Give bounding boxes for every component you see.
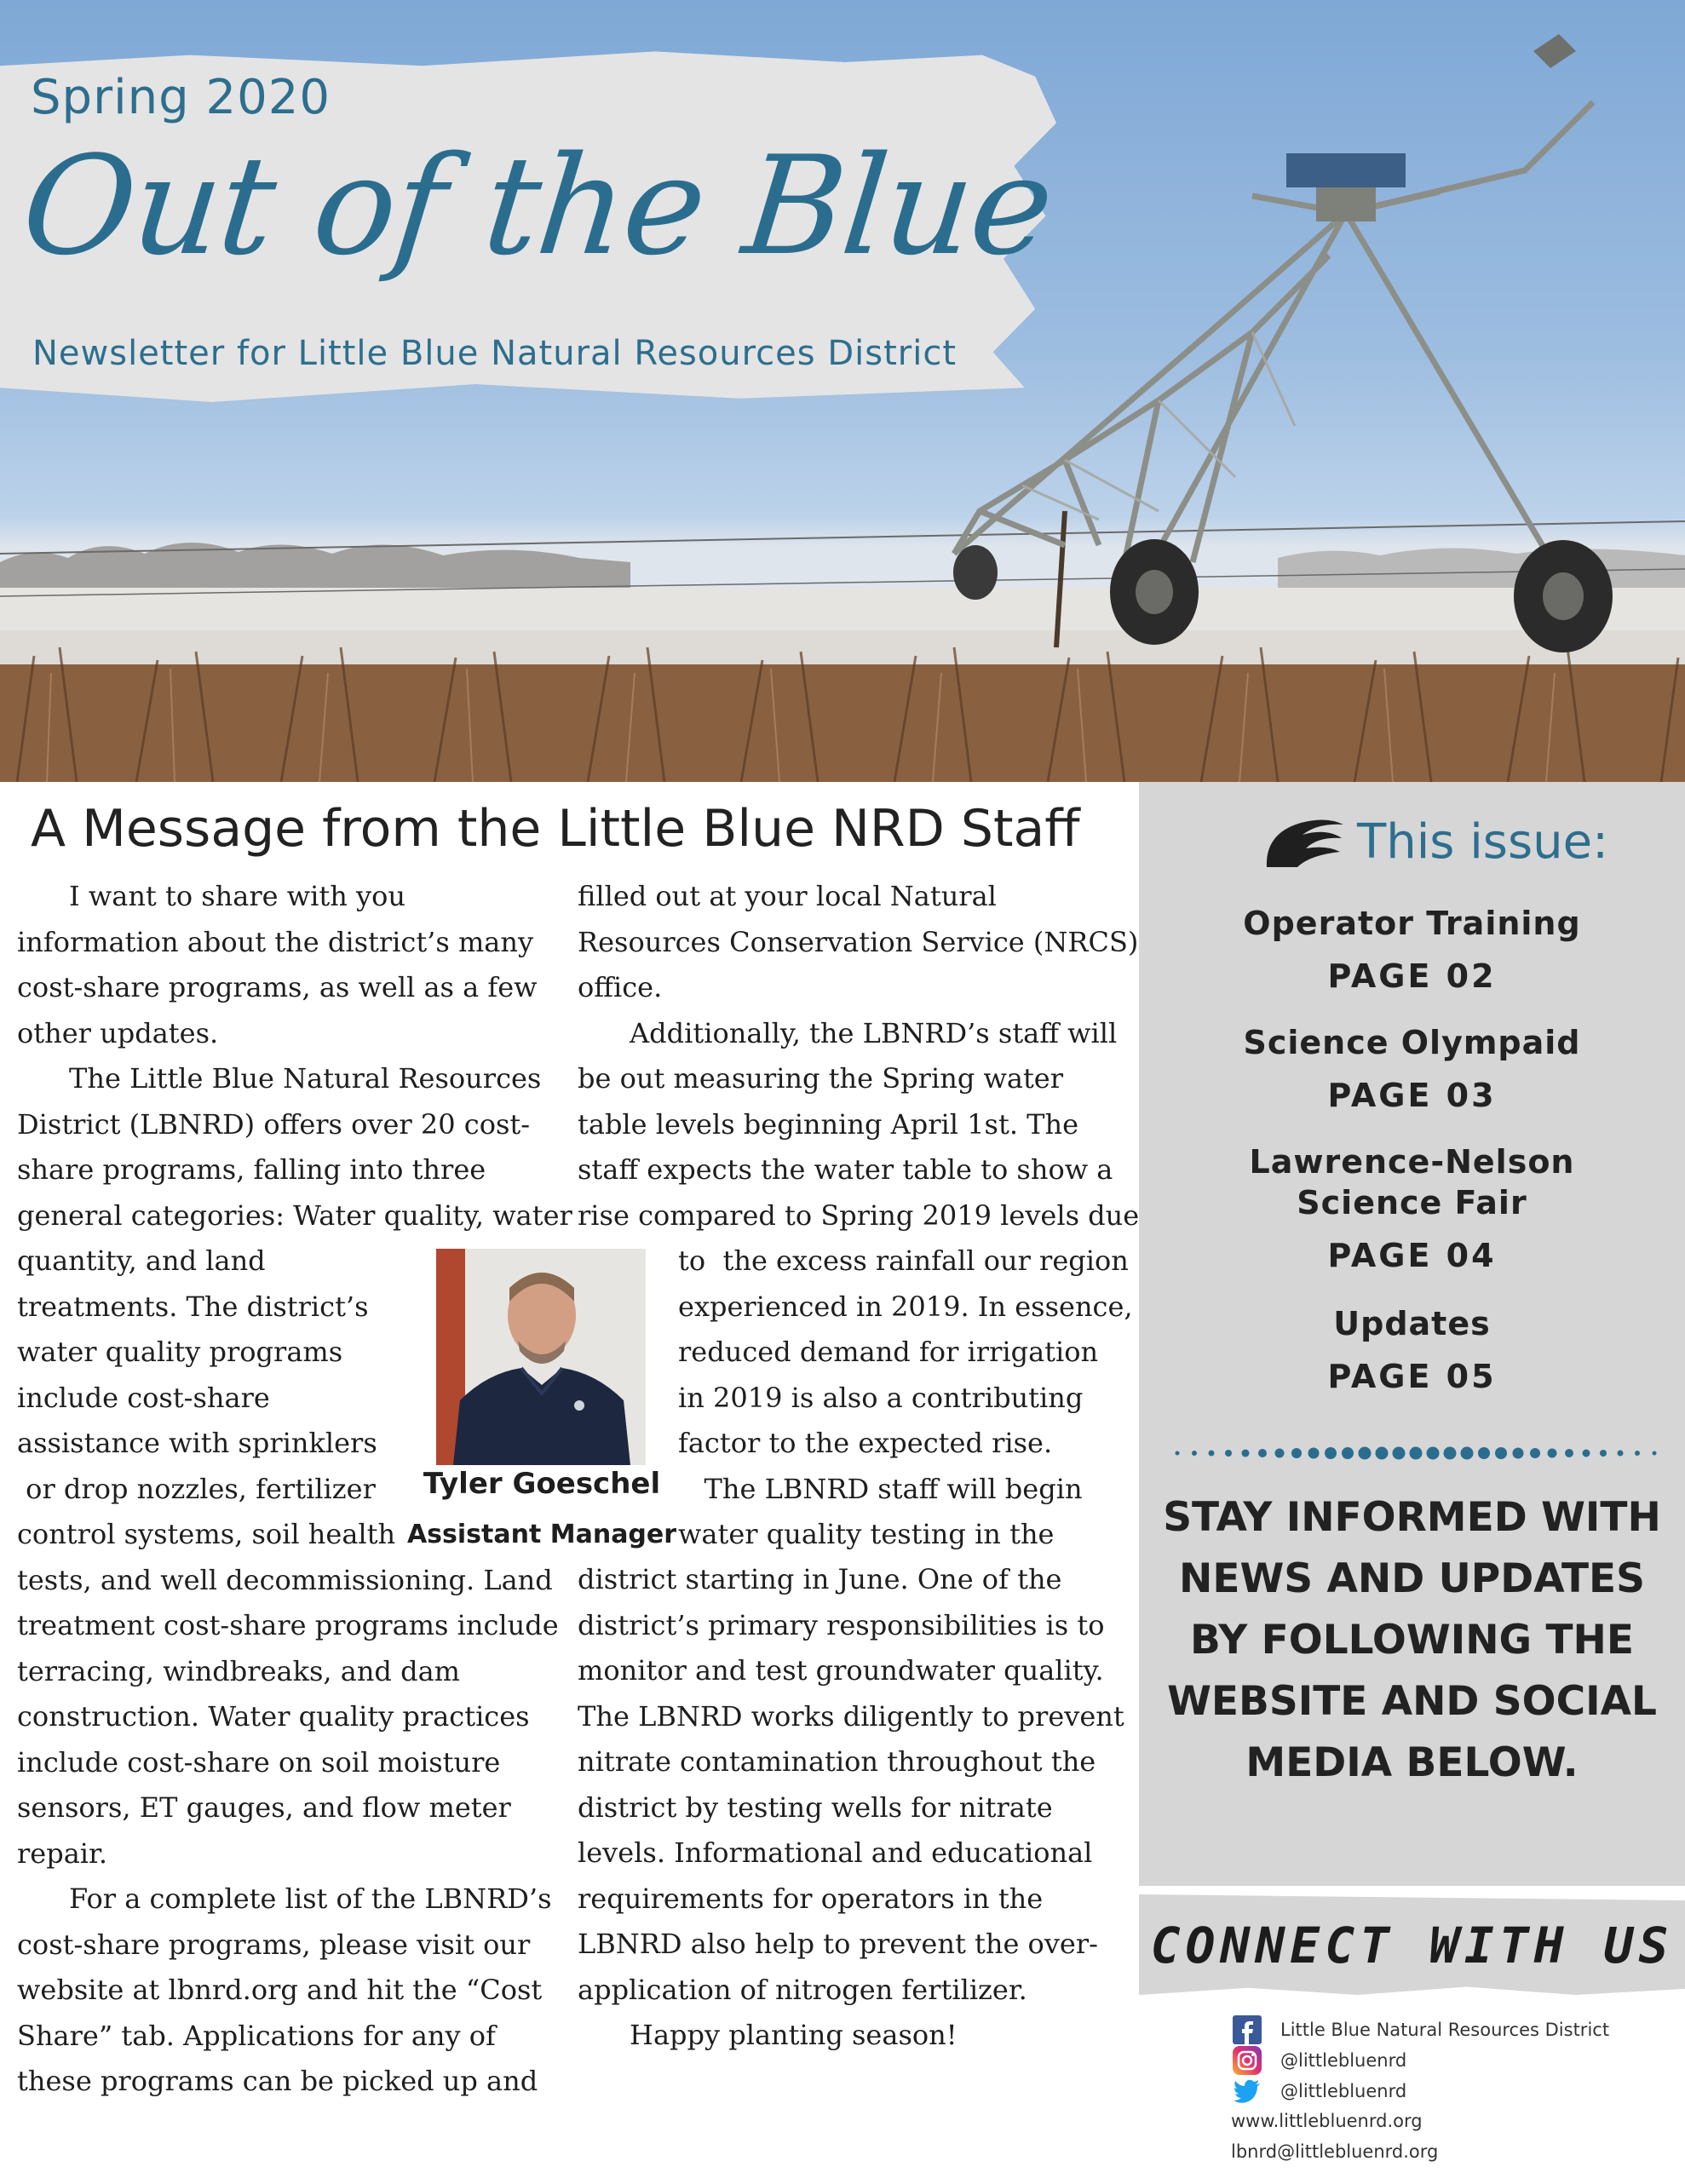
article-line: general categories: Water quality, water (17, 1198, 572, 1232)
cover-photo (0, 0, 1685, 782)
this-issue-heading (1258, 808, 1608, 876)
article-line: levels. Informational and educational (578, 1836, 1093, 1869)
article-line: Happy planting season! (578, 2019, 958, 2051)
article-line: or drop nozzles, fertilizer (17, 1472, 376, 1505)
toc-item-title[interactable]: Updates (1333, 1305, 1491, 1342)
article-line: requirements for operators in the (578, 1882, 1044, 1915)
social-facebook[interactable] (1233, 2015, 1609, 2044)
article-line: quantity, and land (17, 1244, 266, 1277)
article-line: in 2019 is also a contributing (678, 1381, 1084, 1414)
article-line: nitrate contamination throughout the (578, 1745, 1096, 1778)
article-line: For a complete list of the LBNRD’s (17, 1882, 552, 1915)
article-line: application of nitrogen fertilizer. (578, 1973, 1027, 2006)
wave-logo-icon (1258, 808, 1352, 876)
article-line: office. (578, 971, 663, 1003)
article-line: LBNRD also help to prevent the over- (578, 1928, 1098, 1960)
article-line: assistance with sprinklers (17, 1427, 377, 1459)
article-line: water quality testing in the (678, 1518, 1055, 1550)
article-line: filled out at your local Natural (578, 880, 997, 912)
email-link[interactable] (1231, 2141, 1438, 2162)
staff-portrait-photo (436, 1249, 646, 1465)
article-line: Share” tab. Applications for any of (17, 2019, 496, 2052)
dotted-divider (1173, 1445, 1667, 1462)
twitter-icon (1233, 2077, 1262, 2106)
article-line: rise compared to Spring 2019 levels due (578, 1198, 1140, 1232)
article-line: reduced demand for irrigation (678, 1336, 1099, 1368)
social-label[interactable]: @littlebluenrd (1280, 2050, 1407, 2071)
article-line: Resources Conservation Service (NRCS) (578, 925, 1139, 958)
article-headline: A Message from the Little Blue NRD Staff (31, 799, 1080, 859)
article-line: construction. Water quality practices (17, 1700, 530, 1733)
article-line: repair. (17, 1836, 107, 1870)
newsletter-subtitle: Newsletter for Little Blue Natural Resources District (32, 334, 958, 373)
article-line: be out measuring the Spring water (578, 1062, 1064, 1095)
photo-caption-name: Tyler Goeschel (423, 1467, 661, 1501)
social-instagram[interactable] (1233, 2046, 1406, 2075)
article-line: The LBNRD works diligently to prevent (578, 1699, 1124, 1733)
instagram-icon (1233, 2046, 1262, 2075)
article-line: cost-share programs, please visit our (17, 1928, 531, 1961)
connect-with-us-heading: CONNECT WITH US (1150, 1917, 1674, 1974)
article-line: The LBNRD staff will begin (678, 1472, 1083, 1505)
article-line: cost-share programs, as well as a few (17, 971, 538, 1003)
email-address[interactable]: lbnrd@littlebluenrd.org (1231, 2141, 1439, 2162)
article-line: district by testing wells for nitrate (578, 1790, 1053, 1824)
article-line: information about the district’s many (17, 925, 534, 958)
article-line: water quality programs (17, 1336, 343, 1368)
article-line: The Little Blue Natural Resources (17, 1062, 542, 1095)
article-right-column-top (578, 874, 1139, 1239)
article-line: staff expects the water table to show a (578, 1153, 1113, 1186)
article-line: tests, and well decommissioning. Land (17, 1563, 553, 1596)
sidebar (1139, 782, 1685, 2181)
article-line: table levels beginning April 1st. The (578, 1107, 1079, 1141)
article-line: include cost-share on soil moisture (17, 1745, 501, 1779)
article-line: treatment cost-share programs include (17, 1609, 559, 1641)
article-right-column-wrap (678, 1239, 1133, 1558)
article-right-column-bottom (578, 1557, 1124, 2059)
photo-caption-title: Assistant Manager (406, 1520, 677, 1549)
website-link[interactable] (1231, 2111, 1423, 2131)
article-line: monitor and test groundwater quality. (578, 1654, 1104, 1687)
this-issue-label: This issue: (1357, 813, 1608, 870)
article-line: district’s primary responsibilities is to (578, 1608, 1105, 1641)
toc-item-page[interactable]: PAGE 05 (1327, 1358, 1497, 1395)
article-line: treatments. The district’s (17, 1290, 369, 1323)
article-line: District (LBNRD) offers over 20 cost- (17, 1107, 531, 1141)
article-line: these programs can be picked up and (17, 2065, 538, 2097)
issue-date: Spring 2020 (31, 70, 331, 125)
article-line: district starting in June. One of the (578, 1563, 1062, 1595)
article-line: sensors, ET gauges, and flow meter (17, 1791, 511, 1824)
social-label[interactable]: @littlebluenrd (1280, 2081, 1407, 2101)
social-label[interactable]: Little Blue Natural Resources District (1280, 2020, 1610, 2040)
article-line: share programs, falling into three (17, 1153, 486, 1186)
facebook-icon (1233, 2015, 1262, 2044)
website-url[interactable]: www.littlebluenrd.org (1231, 2111, 1423, 2131)
social-twitter[interactable] (1233, 2077, 1406, 2106)
newsletter-title: Out of the Blue (15, 126, 1059, 285)
toc-item-title[interactable]: Operator Training (1243, 905, 1581, 942)
article-line: include cost-share (17, 1381, 270, 1414)
article-line: website at lbnrd.org and hit the “Cost (17, 1974, 543, 2006)
toc-item-title[interactable]: Lawrence-Nelson Science Fair (1249, 1143, 1575, 1221)
toc-item-title[interactable]: Science Olympaid (1243, 1024, 1581, 1061)
toc-item-page[interactable]: PAGE 03 (1327, 1077, 1497, 1114)
article-line: experienced in 2019. In essence, (678, 1290, 1133, 1323)
article-line: control systems, soil health (17, 1518, 396, 1550)
article-line: Additionally, the LBNRD’s staff will (578, 1016, 1118, 1049)
article-line: other updates. (17, 1016, 219, 1049)
article-line: terracing, windbreaks, and dam (17, 1654, 460, 1687)
article-line: factor to the expected rise. (678, 1427, 1053, 1459)
toc-item-page[interactable]: PAGE 02 (1327, 957, 1497, 995)
article-line: to the excess rainfall our region (678, 1244, 1129, 1277)
article-line: I want to share with you (17, 880, 405, 912)
toc-item-page[interactable]: PAGE 04 (1327, 1237, 1497, 1274)
stay-informed-callout: STAY INFORMED WITH NEWS AND UPDATES BY FOLLOWING THE WEBSITE AND SOCIAL MEDIA BELOW. (1163, 1494, 1661, 1786)
